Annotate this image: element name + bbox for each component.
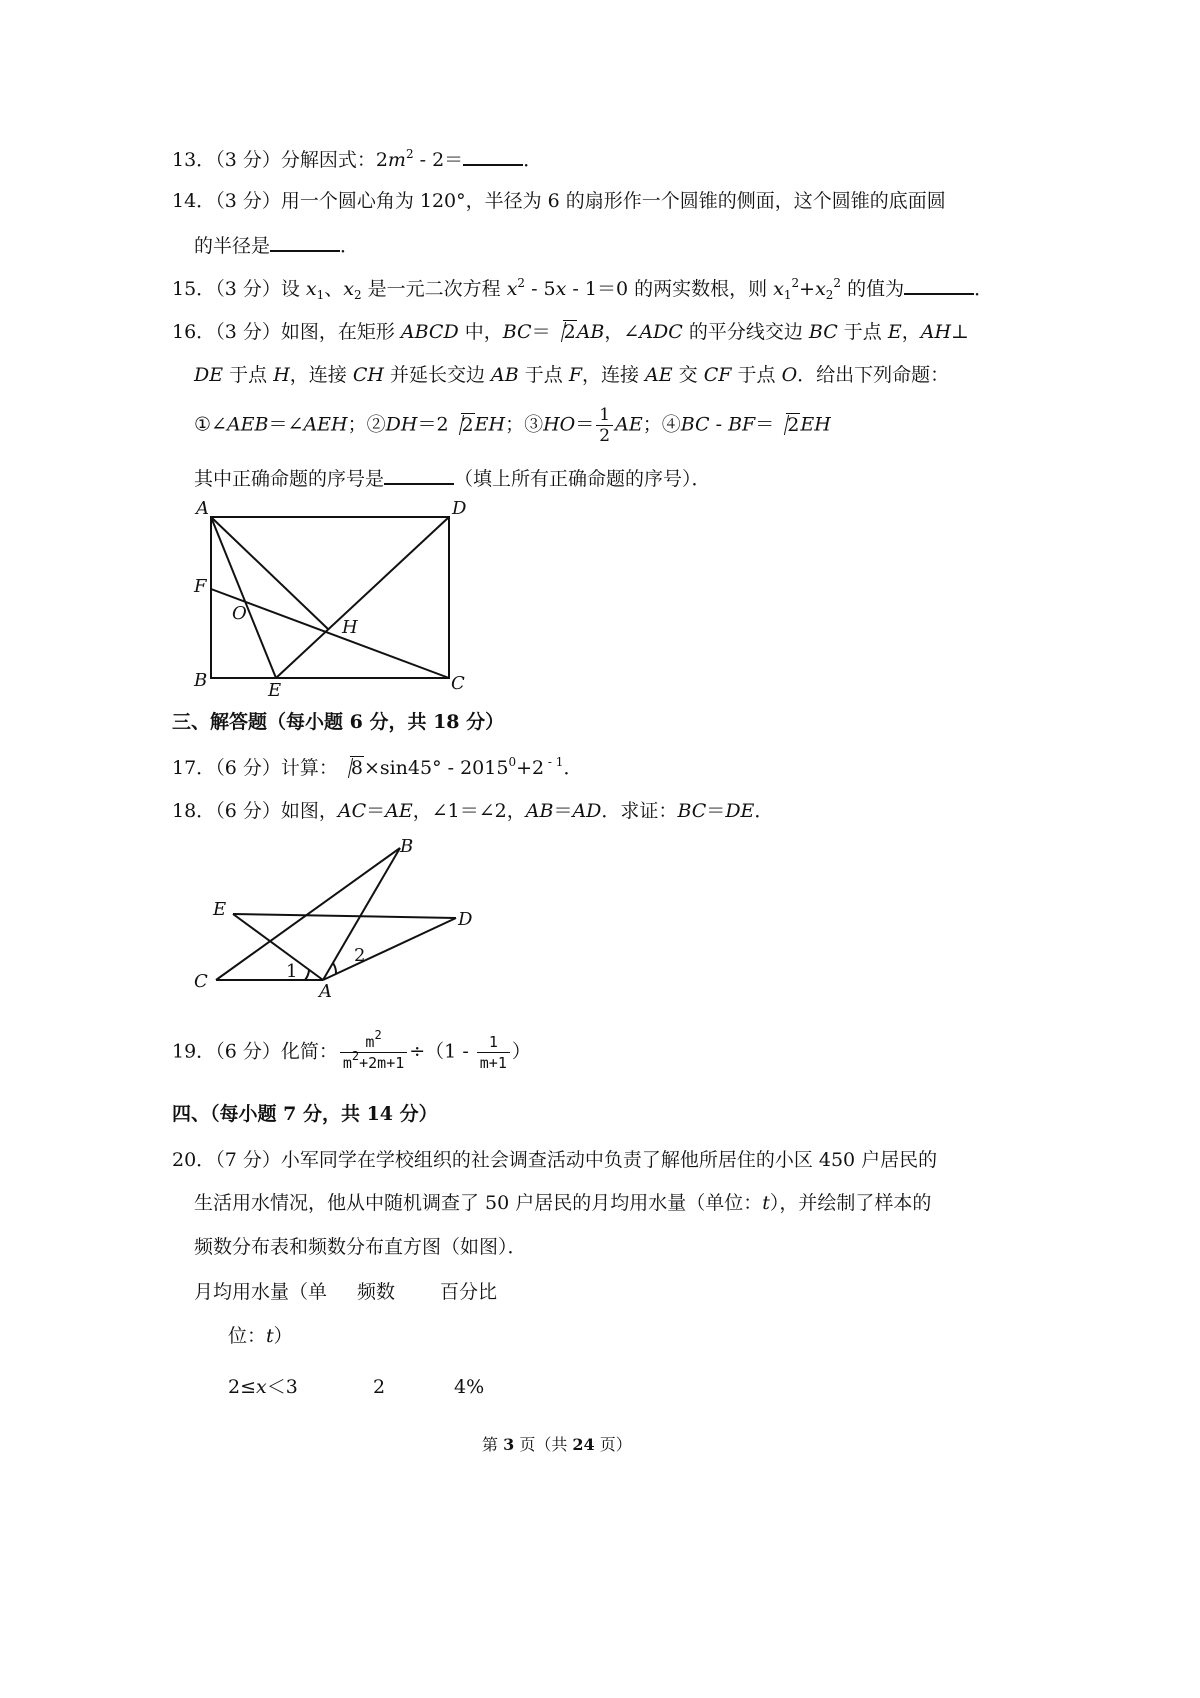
score: （7 分） [215,1149,281,1171]
question-15: 15．（3 分）设 $x_1$、$x_2$ 是一元二次方程 $x^2 - 5x - 1=0$ 的两实数根，则 $x_1^2+x_2^2$ 的值为 ． [172,273,993,303]
question-20-line3: 频数分布表和频数分布直方图（如图）． [194,1236,527,1258]
question-number: 13． [172,149,216,171]
score: （6 分） [215,800,281,822]
label-d: D [452,498,467,519]
question-number: 19． [172,1040,216,1063]
question-number: 17． [172,757,216,779]
label-e: E [268,680,282,701]
answer-blank[interactable] [384,463,454,485]
table-header-usage-cont: 位：t） [228,1325,293,1347]
fraction: $\frac{1}{2}$ [596,405,613,446]
question-17: 17．（6 分）计算： $8\times\sin 45^\circ - 2015^0+2$ $^{- 1}$． [172,754,582,782]
question-number: 14． [172,190,216,212]
score: （3 分） [215,190,281,212]
question-number: 20． [172,1149,216,1171]
angle-1-arc [305,970,309,980]
score: （6 分） [215,1040,281,1063]
question-20-line2: 生活用水情况，他从中随机调查了 50 户居民的月均用水量（单位：t），并绘制了样本的 [194,1192,932,1214]
table-row-1-percent: 4% [454,1376,485,1398]
segment-ed [233,914,456,918]
label-angle-1: 1 [286,961,298,982]
question-20: 20．（7 分）小军同学在学校组织的社会调查活动中负责了解他所居住的小区 450 户居民的 [172,1149,938,1171]
label-c: C [194,971,208,992]
question-16: 16．（3 分）如图，在矩形 ABCD 中，BC＝ 2AB，∠ADC 的平分线交边 BC 于点 E，AH⊥ [172,318,969,346]
fraction: $\frac{1}{m+1}$ [477,1032,510,1073]
question-14-line2: 的半径是 ． [194,230,359,260]
segment-de [276,517,449,678]
segment-ah [211,517,328,629]
label-h: H [342,617,358,638]
label-a: A [319,981,332,1000]
label-angle-2: 2 [354,945,366,966]
triangles-figure [186,834,486,1000]
table-header-percent: 百分比 [440,1281,498,1303]
score: （3 分） [215,149,281,171]
label-a: A [196,498,209,519]
sqrt-symbol: 8 [338,754,364,782]
section-4-heading: 四、（每小题 7 分，共 14 分） [172,1103,438,1125]
angle-2-arc [333,963,336,974]
question-14: 14．（3 分）用一个圆心角为 120°，半径为 6 的扇形作一个圆锥的侧面，这个圆锥的底面圆 [172,190,946,212]
rectangle-figure [186,496,486,701]
rectangle-abcd [211,517,449,678]
question-19: 19．（6 分）化简： $\frac{m^2}{m^2+2m+1}$ ÷（1 - $\frac{1}{m+1}$ ） [172,1028,531,1072]
label-b: B [400,836,414,857]
score: （3 分） [215,278,281,300]
sqrt-symbol: 2 [449,411,475,439]
sqrt-symbol: 2 [774,411,800,439]
label-b: B [194,670,208,691]
question-16-line4: 其中正确命题的序号是 （填上所有正确命题的序号）． [194,463,711,493]
question-16-line2: DE 于点 H，连接 CH 并延长交边 AB 于点 F，连接 AE 交 CF 于点 O．给出下列命题： [194,364,950,386]
label-o: O [232,603,247,624]
question-18: 18．（6 分）如图，AC＝AE，∠1＝∠2，AB＝AD．求证：BC＝DE． [172,800,774,822]
answer-blank[interactable] [270,230,340,252]
fraction: $\frac{m^2}{m^2+2m+1}$ [340,1032,407,1073]
section-3-heading: 三、解答题（每小题 6 分，共 18 分） [172,711,505,733]
score: （3 分） [215,321,281,343]
answer-blank[interactable] [463,144,523,166]
question-16-propositions: ①∠AEB＝∠AEH；②DH＝2 2EH；③HO＝ $\frac{1}{2}$ AE；④BC - BF＝ 2EH [194,405,831,446]
segment-ad [323,918,456,980]
sqrt-symbol: 2 [551,318,577,346]
page-footer: 第 3 页（共 24 页） [482,1435,632,1454]
question-number: 15． [172,278,216,300]
question-13: 13．（3 分）分解因式：$2m^2 - 2=$ ． [172,144,542,174]
score: （6 分） [215,757,281,779]
label-f: F [194,576,207,597]
table-header-frequency: 频数 [357,1281,396,1303]
question-number: 16． [172,321,216,343]
table-header-usage: 月均用水量（单 [194,1281,328,1303]
label-c: C [451,673,465,694]
label-d: D [458,909,473,930]
table-row-1-frequency: 2 [373,1376,386,1398]
label-e: E [213,899,227,920]
answer-blank[interactable] [904,273,974,295]
table-row-1-range: 2≤x＜3 [228,1376,298,1398]
segment-ae [211,517,276,678]
question-number: 18． [172,800,216,822]
